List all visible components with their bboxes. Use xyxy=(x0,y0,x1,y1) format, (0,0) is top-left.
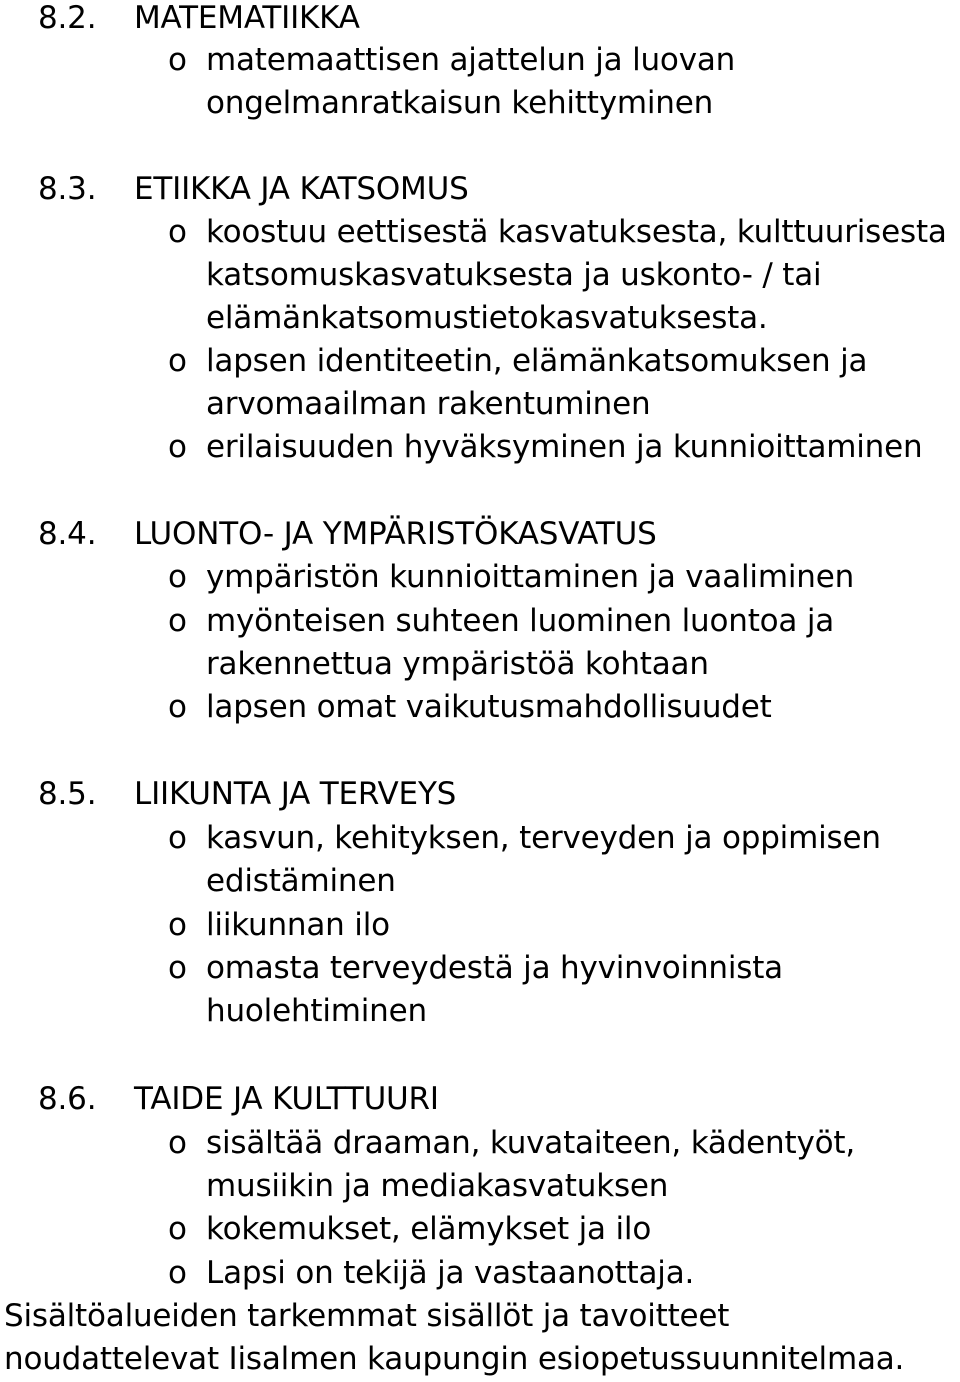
bullet-text-continued: ongelmanratkaisun kehittyminen xyxy=(206,85,714,121)
bullet-text-continued: elämänkatsomustietokasvatuksesta. xyxy=(206,300,768,336)
bullet-text: kokemukset, elämykset ja ilo xyxy=(206,1211,652,1247)
section-number: 8.4. xyxy=(38,516,97,552)
bullet-marker: o xyxy=(168,214,187,250)
bullet-text: kasvun, kehityksen, terveyden ja oppimisen xyxy=(206,820,881,856)
bullet-marker: o xyxy=(168,1125,187,1161)
bullet-text-continued: musiikin ja mediakasvatuksen xyxy=(206,1168,669,1204)
bullet-text-continued: arvomaailman rakentuminen xyxy=(206,386,651,422)
section-number: 8.5. xyxy=(38,776,97,812)
bullet-text: myönteisen suhteen luominen luontoa ja xyxy=(206,603,835,639)
bullet-marker: o xyxy=(168,1211,187,1247)
bullet-text-continued: rakennettua ympäristöä kohtaan xyxy=(206,646,709,682)
bullet-marker: o xyxy=(168,343,187,379)
bullet-text: matemaattisen ajattelun ja luovan xyxy=(206,42,736,78)
bullet-text-continued: edistäminen xyxy=(206,863,396,899)
section-heading: ETIIKKA JA KATSOMUS xyxy=(134,171,469,207)
bullet-text: lapsen omat vaikutusmahdollisuudet xyxy=(206,689,772,725)
bullet-text-continued: huolehtiminen xyxy=(206,993,427,1029)
footer-line: Sisältöalueiden tarkemmat sisällöt ja tavoitteet xyxy=(4,1298,730,1334)
section-heading: TAIDE JA KULTTUURI xyxy=(134,1081,439,1117)
bullet-text-continued: katsomuskasvatuksesta ja uskonto- / tai xyxy=(206,257,822,293)
bullet-text: erilaisuuden hyväksyminen ja kunnioittaminen xyxy=(206,429,923,465)
bullet-marker: o xyxy=(168,559,187,595)
bullet-text: koostuu eettisestä kasvatuksesta, kulttuurisesta xyxy=(206,214,947,250)
bullet-marker: o xyxy=(168,689,187,725)
footer-line: noudattelevat Iisalmen kaupungin esiopetussuunnitelmaa. xyxy=(4,1341,905,1377)
section-heading: LIIKUNTA JA TERVEYS xyxy=(134,776,457,812)
bullet-text: Lapsi on tekijä ja vastaanottaja. xyxy=(206,1255,695,1291)
bullet-text: ympäristön kunnioittaminen ja vaaliminen xyxy=(206,559,855,595)
bullet-marker: o xyxy=(168,950,187,986)
bullet-marker: o xyxy=(168,42,187,78)
bullet-text: omasta terveydestä ja hyvinvoinnista xyxy=(206,950,783,986)
bullet-marker: o xyxy=(168,820,187,856)
bullet-marker: o xyxy=(168,907,187,943)
section-number: 8.2. xyxy=(38,0,97,36)
bullet-marker: o xyxy=(168,429,187,465)
section-number: 8.6. xyxy=(38,1081,97,1117)
section-number: 8.3. xyxy=(38,171,97,207)
bullet-text: sisältää draaman, kuvataiteen, kädentyöt, xyxy=(206,1125,855,1161)
bullet-text: liikunnan ilo xyxy=(206,907,390,943)
section-heading: MATEMATIIKKA xyxy=(134,0,360,36)
bullet-text: lapsen identiteetin, elämänkatsomuksen ja xyxy=(206,343,868,379)
bullet-marker: o xyxy=(168,603,187,639)
bullet-marker: o xyxy=(168,1255,187,1291)
section-heading: LUONTO- JA YMPÄRISTÖKASVATUS xyxy=(134,516,657,552)
